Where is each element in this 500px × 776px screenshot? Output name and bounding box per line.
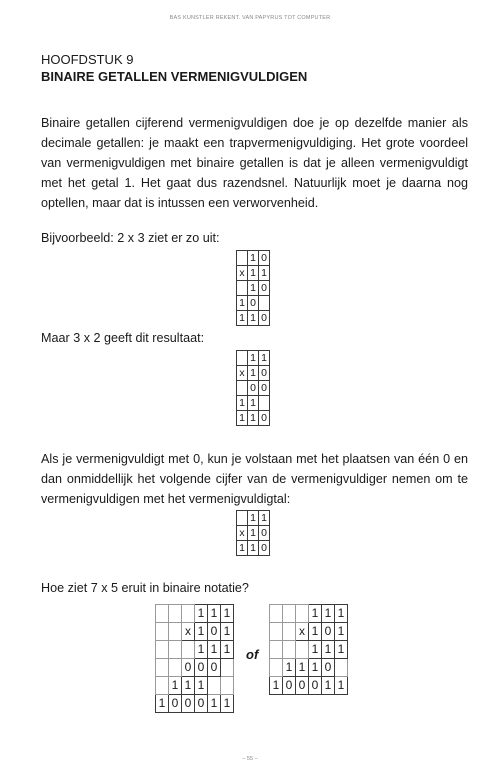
grid-cell: 1 xyxy=(221,623,234,641)
grid-cell: 1 xyxy=(335,641,348,659)
grid-cell xyxy=(237,381,248,396)
grid-cell: x xyxy=(237,266,248,281)
grid-row xyxy=(237,396,270,411)
grid-cell: 0 xyxy=(182,659,195,677)
grid-cell: 1 xyxy=(208,605,221,623)
grid-cell: 0 xyxy=(259,366,270,381)
grid-row xyxy=(237,541,270,556)
grid-cell: 1 xyxy=(208,641,221,659)
example-2-intro: Maar 3 x 2 geeft dit resultaat: xyxy=(41,331,205,345)
grid-row xyxy=(237,351,270,366)
grid-row xyxy=(156,641,234,659)
grid-cell: 1 xyxy=(259,351,270,366)
grid-cell: 1 xyxy=(208,695,221,713)
grid-cell: 1 xyxy=(221,641,234,659)
grid-cell: 1 xyxy=(195,677,208,695)
grid-cell: 1 xyxy=(248,311,259,326)
grid-cell: 0 xyxy=(169,695,182,713)
grid-cell: 1 xyxy=(221,605,234,623)
grid-row xyxy=(270,641,348,659)
grid-cell: 1 xyxy=(322,641,335,659)
grid-cell xyxy=(237,281,248,296)
grid-cell: x xyxy=(237,526,248,541)
grid-row xyxy=(156,659,234,677)
grid-cell xyxy=(270,605,283,623)
grid-cell: 1 xyxy=(169,677,182,695)
grid-row xyxy=(270,677,348,695)
grid-cell: 0 xyxy=(322,623,335,641)
grid-cell xyxy=(259,396,270,411)
grid-cell: 0 xyxy=(259,381,270,396)
grid-cell: 1 xyxy=(248,541,259,556)
grid-cell: 1 xyxy=(248,511,259,526)
grid-cell: 0 xyxy=(309,677,322,695)
grid-row xyxy=(270,623,348,641)
grid-cell: 0 xyxy=(283,677,296,695)
grid-cell: 1 xyxy=(309,641,322,659)
grid-cell xyxy=(169,659,182,677)
grid-cell: 1 xyxy=(259,511,270,526)
grid-row xyxy=(237,251,270,266)
grid-cell xyxy=(270,623,283,641)
grid-cell: 0 xyxy=(248,381,259,396)
grid-row xyxy=(237,366,270,381)
grid-cell xyxy=(221,659,234,677)
multiplication-grid-2x3 xyxy=(236,250,270,326)
grid-row xyxy=(237,281,270,296)
grid-row xyxy=(237,411,270,426)
grid-cell xyxy=(156,605,169,623)
grid-cell: 0 xyxy=(259,311,270,326)
grid-row xyxy=(270,605,348,623)
intro-paragraph: Binaire getallen cijferend vermenigvuldigen doe je op dezelfde manier als decimale getallen: je maakt een trapvermenigvuldiging. Het grote voordeel van vermenigvuldigen met binaire getallen is dat je alleen vermenigvuldigt met het getal 1. Het gaat dus razendsnel. Natuurlijk moet je daarna nog optellen, maar dat is intussen een verworvenheid. xyxy=(41,116,468,210)
grid-cell: 1 xyxy=(221,695,234,713)
example-1-intro: Bijvoorbeeld: 2 x 3 ziet er zo uit: xyxy=(41,231,220,245)
grid-cell: 0 xyxy=(259,251,270,266)
grid-cell xyxy=(221,677,234,695)
grid-cell: 0 xyxy=(296,677,309,695)
multiplication-grid-shortcut xyxy=(236,510,270,556)
grid-cell xyxy=(156,641,169,659)
grid-cell: 1 xyxy=(335,605,348,623)
grid-row xyxy=(237,381,270,396)
grid-cell xyxy=(283,641,296,659)
grid-cell: 1 xyxy=(322,605,335,623)
grid-cell: 1 xyxy=(182,677,195,695)
grid-row xyxy=(270,659,348,677)
grid-cell: 1 xyxy=(335,677,348,695)
grid-cell xyxy=(156,623,169,641)
grid-cell: 1 xyxy=(237,411,248,426)
grid-cell xyxy=(237,351,248,366)
multiplication-grid-3x2 xyxy=(236,350,270,426)
grid-cell: 0 xyxy=(195,695,208,713)
grid-cell xyxy=(283,623,296,641)
grid-cell xyxy=(296,605,309,623)
grid-cell: 0 xyxy=(195,659,208,677)
grid-cell: 1 xyxy=(156,695,169,713)
grid-cell: 1 xyxy=(237,296,248,311)
grid-cell: 1 xyxy=(248,351,259,366)
grid-cell: 0 xyxy=(182,695,195,713)
grid-cell: 0 xyxy=(259,281,270,296)
grid-cell: 1 xyxy=(248,251,259,266)
grid-cell: 0 xyxy=(259,411,270,426)
grid-cell xyxy=(182,641,195,659)
grid-cell: 0 xyxy=(208,659,221,677)
multiplication-grid-7x5-left xyxy=(155,604,234,713)
grid-cell: 1 xyxy=(322,677,335,695)
grid-cell xyxy=(169,641,182,659)
grid-row xyxy=(156,605,234,623)
grid-cell: 1 xyxy=(309,659,322,677)
grid-cell: 1 xyxy=(296,659,309,677)
grid-cell xyxy=(283,605,296,623)
grid-cell: 1 xyxy=(283,659,296,677)
grid-row xyxy=(237,526,270,541)
grid-cell: 1 xyxy=(248,366,259,381)
grid-cell: 1 xyxy=(195,605,208,623)
multiplication-grid-7x5-right xyxy=(269,604,348,695)
zero-multiplication-paragraph: Als je vermenigvuldigt met 0, kun je volstaan met het plaatsen van één 0 en dan onmiddellijk het volgende cijfer van de vermenigvuldiger nemen om te vermenigvuldigen met het vermenigvuldigtal: xyxy=(41,452,468,506)
grid-cell: 1 xyxy=(195,641,208,659)
grid-cell: 1 xyxy=(248,281,259,296)
grid-cell xyxy=(169,605,182,623)
grid-cell: 1 xyxy=(309,623,322,641)
grid-cell: 1 xyxy=(248,411,259,426)
grid-row xyxy=(156,695,234,713)
grid-cell: 1 xyxy=(237,541,248,556)
grid-cell xyxy=(156,659,169,677)
grid-cell: 1 xyxy=(309,605,322,623)
grid-cell xyxy=(237,251,248,266)
grid-cell xyxy=(169,623,182,641)
grid-row xyxy=(156,623,234,641)
grid-cell: 1 xyxy=(237,311,248,326)
grid-cell: 0 xyxy=(208,623,221,641)
grid-cell xyxy=(270,659,283,677)
grid-row xyxy=(237,311,270,326)
grid-cell: 0 xyxy=(322,659,335,677)
grid-cell: 1 xyxy=(248,266,259,281)
grid-cell: 0 xyxy=(259,526,270,541)
grid-cell: x xyxy=(237,366,248,381)
grid-cell: 0 xyxy=(248,296,259,311)
grid-cell: 1 xyxy=(248,396,259,411)
or-label: of xyxy=(246,647,259,662)
chapter-title: BINAIRE GETALLEN VERMENIGVULDIGEN xyxy=(41,69,308,84)
grid-cell: x xyxy=(182,623,195,641)
grid-cell xyxy=(335,659,348,677)
chapter-label: HOOFDSTUK 9 xyxy=(41,52,134,67)
grid-cell xyxy=(259,296,270,311)
grid-row xyxy=(237,511,270,526)
grid-cell xyxy=(296,641,309,659)
grid-cell: 1 xyxy=(195,623,208,641)
grid-cell: 1 xyxy=(237,396,248,411)
grid-row xyxy=(237,296,270,311)
running-head: BAS KUNSTLER REKENT. VAN PAPYRUS TOT COMPUTER xyxy=(169,15,331,21)
grid-cell: 0 xyxy=(259,541,270,556)
grid-cell: 1 xyxy=(248,526,259,541)
grid-cell: 1 xyxy=(335,623,348,641)
grid-cell xyxy=(208,677,221,695)
grid-cell: 1 xyxy=(270,677,283,695)
grid-cell xyxy=(156,677,169,695)
grid-row xyxy=(156,677,234,695)
grid-row xyxy=(237,266,270,281)
grid-cell xyxy=(270,641,283,659)
grid-cell xyxy=(237,511,248,526)
example-4-intro: Hoe ziet 7 x 5 eruit in binaire notatie? xyxy=(41,581,249,595)
grid-cell xyxy=(182,605,195,623)
grid-cell: 1 xyxy=(259,266,270,281)
page-number: – 55 – xyxy=(242,756,258,762)
grid-cell: x xyxy=(296,623,309,641)
